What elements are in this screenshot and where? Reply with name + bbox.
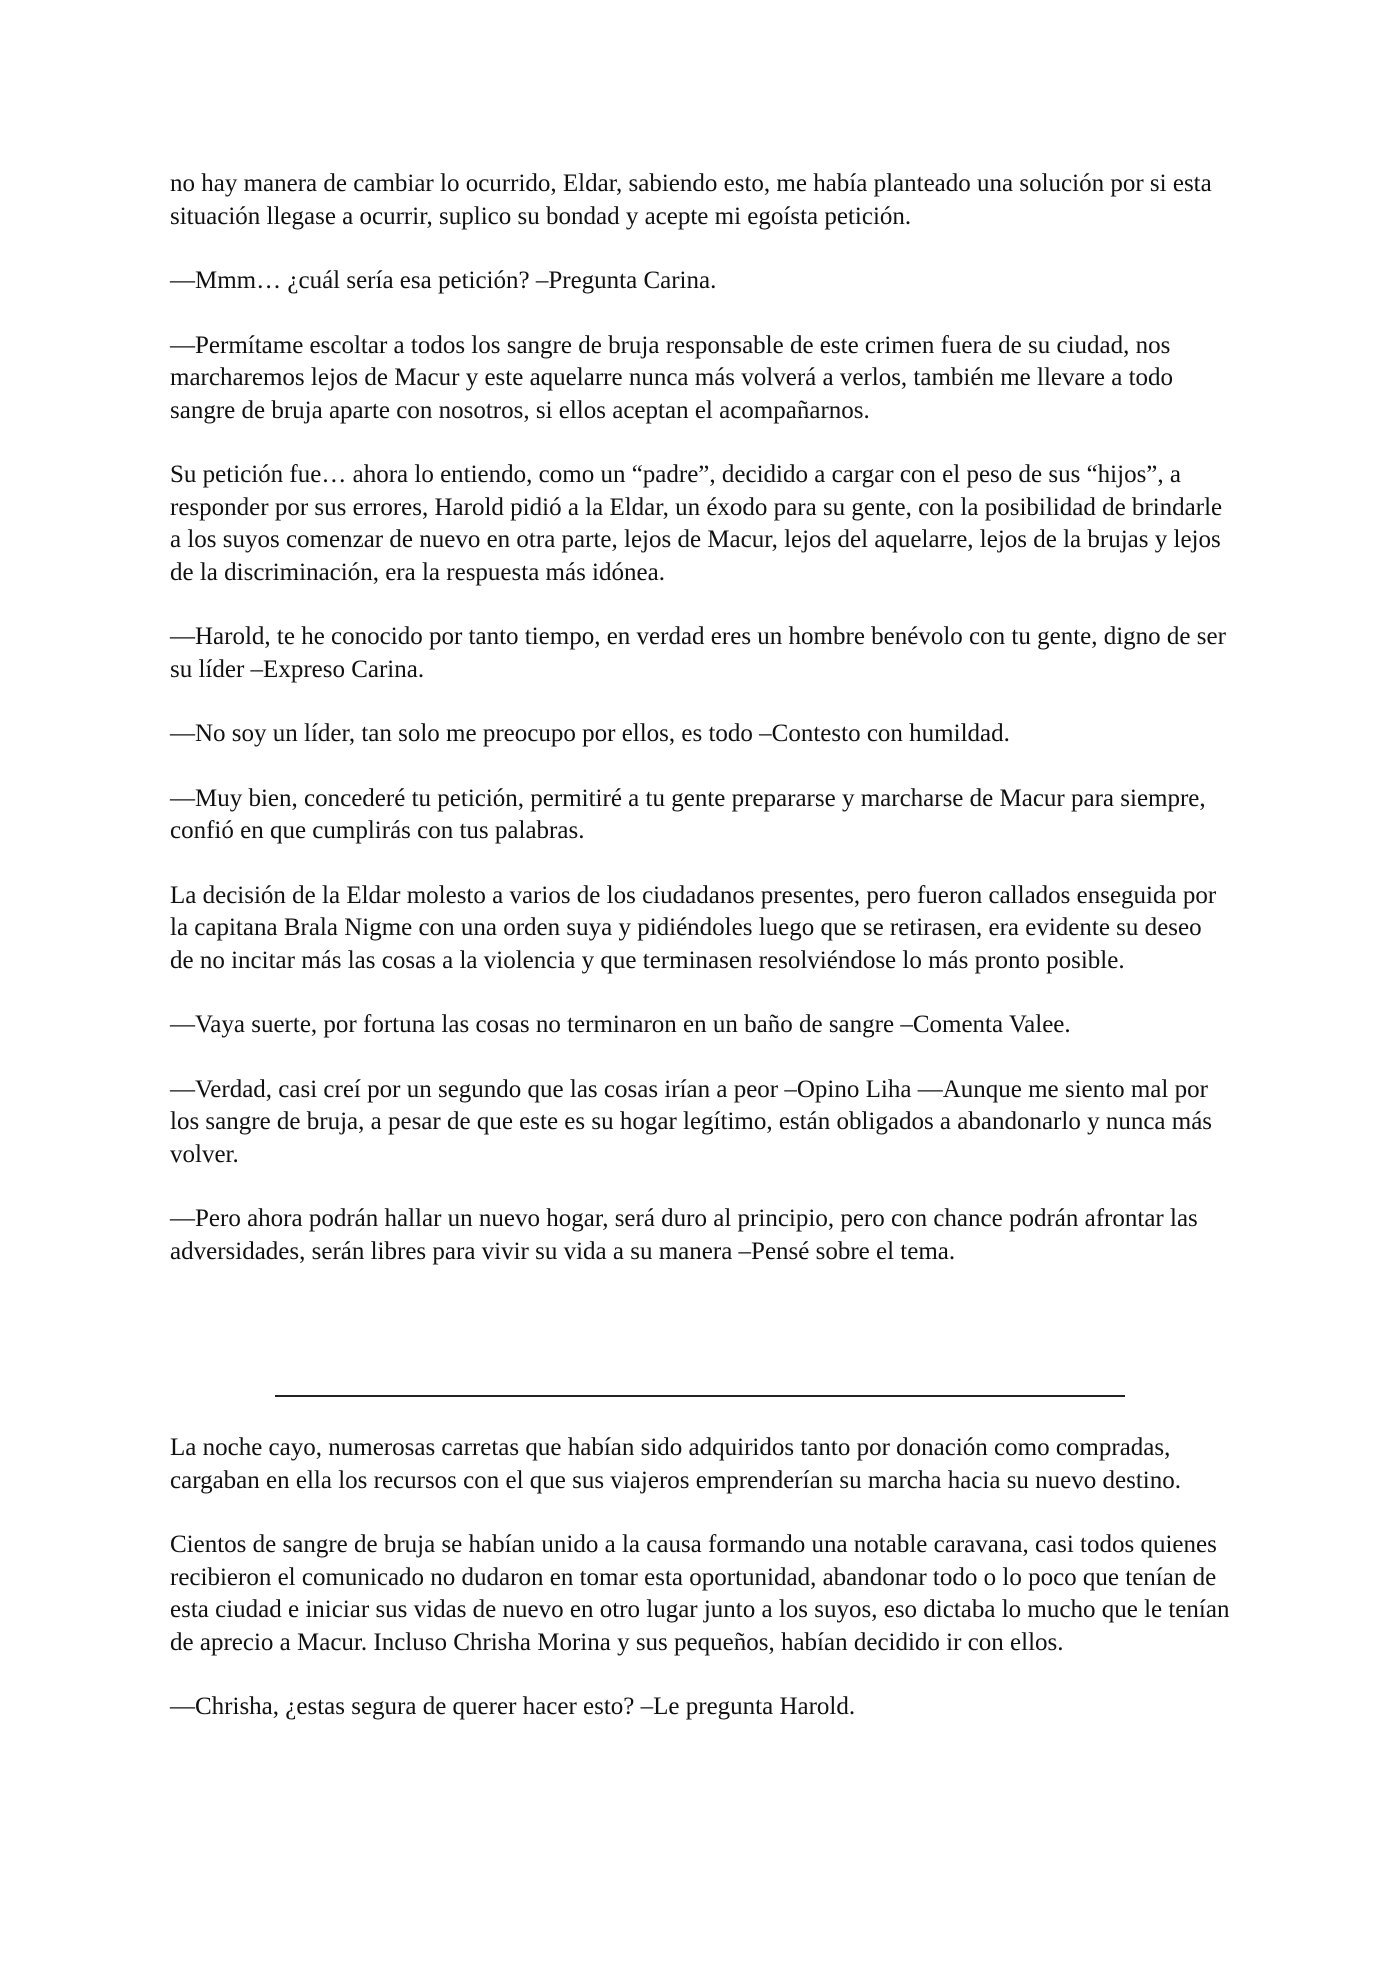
paragraph: —Verdad, casi creí por un segundo que las cosas irían a peor –Opino Liha —Aunque me siento mal por los sangre de bruja, a pesar de que este es su hogar legítimo, están obligados a abandonarlo y nunca más volver. [170,1075,1213,1168]
text-section-1 [170,168,1230,1300]
paragraph: —No soy un líder, tan solo me preocupo por ellos, es todo –Contesto con humildad. [170,720,1010,747]
paragraph: —Muy bien, concederé tu petición, permitiré a tu gente prepararse y marcharse de Macur para siempre, confió en que cumplirás con tus palabras. [170,784,1206,844]
paragraph: —Mmm… ¿cuál sería esa petición? –Pregunta Carina. [170,267,717,294]
paragraph: Su petición fue… ahora lo entiendo, como un “padre”, decidido a cargar con el peso de sus “hijos”, a responder por sus errores, Harold pidió a la Eldar, un éxodo para su gente, con la posibilidad de brindarle a los suyos comenzar de nuevo en otra parte, lejos de Macur, lejos del aquelarre, lejos de la brujas y lejos de la discriminación, era la respuesta más idónea. [170,461,1223,586]
paragraph: —Pero ahora podrán hallar un nuevo hogar, será duro al principio, pero con chance podrán afrontar las adversidades, serán libres para vivir su vida a su manera –Pensé sobre el tema. [170,1205,1198,1265]
text-section-2 [170,1432,1230,1756]
scene-divider-line [275,1395,1125,1397]
paragraph: —Vaya suerte, por fortuna las cosas no terminaron en un baño de sangre –Comenta Valee. [170,1011,1071,1038]
paragraph: La decisión de la Eldar molesto a varios de los ciudadanos presentes, pero fueron callados enseguida por la capitana Brala Nigme con una orden suya y pidiéndoles luego que se retirasen, era evidente su deseo de no incitar más las cosas a la violencia y que terminasen resolviéndose lo más pronto posible. [170,881,1217,974]
paragraph: Cientos de sangre de bruja se habían unido a la causa formando una notable caravana, casi todos quienes recibieron el comunicado no dudaron en tomar esta oportunidad, abandonar todo o lo poco que tenían de esta ciudad e iniciar sus vidas de nuevo en otro lugar junto a los suyos, eso dictaba lo mucho que le tenían de aprecio a Macur. Incluso Chrisha Morina y sus pequeños, habían decidido ir con ellos. [170,1531,1230,1656]
paragraph: La noche cayo, numerosas carretas que habían sido adquiridos tanto por donación como compradas, cargaban en ella los recursos con el que sus viajeros emprenderían su marcha hacia su nuevo destino. [170,1434,1181,1494]
paragraph: —Harold, te he conocido por tanto tiempo, en verdad eres un hombre benévolo con tu gente, digno de ser su líder –Expreso Carina. [170,623,1226,683]
paragraph: no hay manera de cambiar lo ocurrido, Eldar, sabiendo esto, me había planteado una solución por si esta situación llegase a ocurrir, suplico su bondad y acepte mi egoísta petición. [170,170,1212,230]
paragraph: —Permítame escoltar a todos los sangre de bruja responsable de este crimen fuera de su ciudad, nos marcharemos lejos de Macur y este aquelarre nunca más volverá a verlos, también me llevare a todo sangre de bruja aparte con nosotros, si ellos aceptan el acompañarnos. [170,331,1174,424]
paragraph: —Chrisha, ¿estas segura de querer hacer esto? –Le pregunta Harold. [170,1693,856,1720]
